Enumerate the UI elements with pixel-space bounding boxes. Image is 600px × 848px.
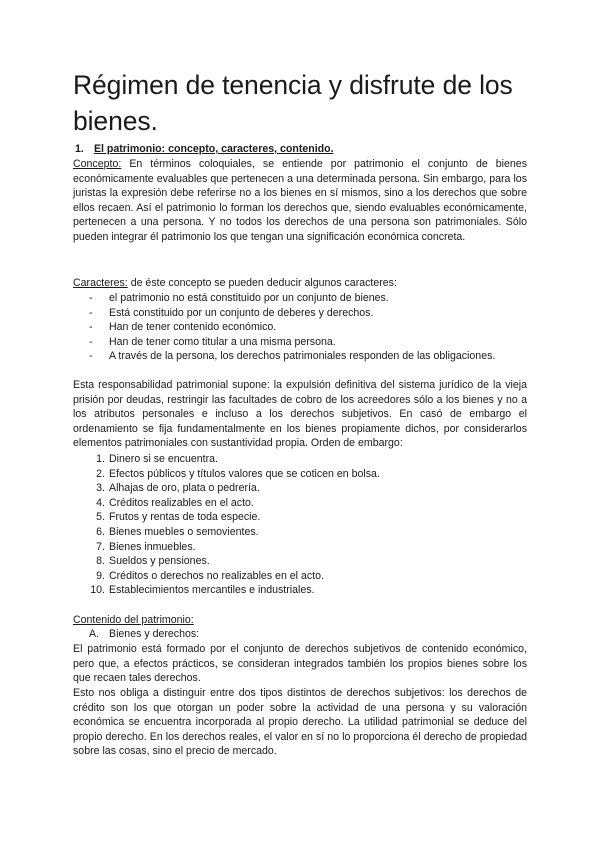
list-item: 10. Establecimientos mercantiles e industriales. bbox=[90, 584, 315, 597]
list-item: 2. Efectos públicos y títulos valores que se coticen en bolsa. bbox=[96, 467, 380, 480]
caracteres-text: de éste concepto se pueden deducir algunos caracteres: bbox=[127, 277, 397, 289]
list-item: 5. Frutos y rentas de toda especie. bbox=[96, 511, 261, 524]
concepto-text: En términos coloquiales, se entiende por patrimonio el conjunto de bienes económicamente evaluables que pertenecen a una determinada persona. Sin embargo, para los juristas la expresión debe referirse no a los bienes en sí mismos, sino a los derechos que sobre ellos recaen. Así el patrimonio lo forman los derechos que, siendo evaluables económicamente, pertenecen a una persona. Y no todos los derechos de una persona son patrimoniales. Sólo pueden integrar él patrimonio los que tengan una significación económica concreta. bbox=[73, 158, 527, 243]
subsection-bienes-derechos bbox=[73, 627, 527, 642]
contenido-paragraph-1: El patrimonio está formado por el conjunto de derechos subjetivos de contenido económico, pero que, a efectos prácticos, se consideran integrados también los propios bienes sobre los que recaen tales derechos. bbox=[73, 643, 527, 685]
document-title: Régimen de tenencia y disfrute de los bienes. bbox=[73, 70, 513, 136]
list-item: - Está constituido por un conjunto de deberes y derechos. bbox=[89, 306, 374, 319]
concepto-label: Concepto: bbox=[73, 158, 122, 170]
list-item: 8. Sueldos y pensiones. bbox=[96, 555, 210, 568]
caracteres-paragraph bbox=[73, 276, 527, 291]
section-heading-text: El patrimonio: concepto, caracteres, contenido. bbox=[93, 143, 334, 155]
concepto-paragraph bbox=[73, 157, 527, 245]
contenido-heading: Contenido del patrimonio: bbox=[73, 614, 194, 626]
list-item: - Han de tener contenido económico. bbox=[89, 321, 277, 334]
list-item: - A través de la persona, los derechos patrimoniales responden de las obligaciones. bbox=[89, 350, 496, 363]
subsection-label: Bienes y derechos: bbox=[109, 628, 200, 640]
list-item: 4. Créditos realizables en el acto. bbox=[96, 496, 254, 509]
subsection-marker: A. bbox=[89, 628, 100, 640]
responsabilidad-paragraph: Esta responsabilidad patrimonial supone: la expulsión definitiva del sistema jurídico de la vieja prisión por deudas, restringir las facultades de cobro de los acreedores sólo a los bienes y no a los atributos personales e incluso a los derechos subjetivos. En casó de embargo el ordenamiento se fija fundamentalmente en los bienes propiamente dichos, por considerarlos elementos patrimoniales con sustantividad propia. Orden de embargo: bbox=[73, 379, 527, 450]
list-item: 6. Bienes muebles o semovientes. bbox=[96, 525, 259, 538]
orden-embargo-list bbox=[73, 452, 527, 598]
list-item: - Han de tener como titular a una misma persona. bbox=[89, 335, 336, 348]
list-item: 3. Alhajas de oro, plata o pedrería. bbox=[96, 482, 260, 495]
list-item: 7. Bienes inmuebles. bbox=[96, 540, 196, 553]
list-item: - el patrimonio no está constituido por un conjunto de bienes. bbox=[89, 292, 389, 304]
caracteres-list bbox=[73, 291, 527, 364]
section-heading-patrimonio bbox=[73, 142, 527, 157]
list-item: 9. Créditos o derechos no realizables en el acto. bbox=[96, 569, 324, 582]
section-number: 1. bbox=[75, 143, 84, 155]
caracteres-label: Caracteres: bbox=[73, 277, 128, 289]
list-item: 1. Dinero si se encuentra. bbox=[96, 453, 218, 465]
contenido-paragraph-2: Esto nos obliga a distinguir entre dos tipos distintos de derechos subjetivos: los derechos de crédito son los que otorgan un poder sobre la actividad de una persona y su valoración económica se encuentra incorporada al propio derecho. La utilidad patrimonial se deduce del propio derecho. En los derechos reales, el valor en sí no lo proporciona él derecho de propiedad sobre las cosas, sino el precio de mercado. bbox=[73, 687, 527, 758]
